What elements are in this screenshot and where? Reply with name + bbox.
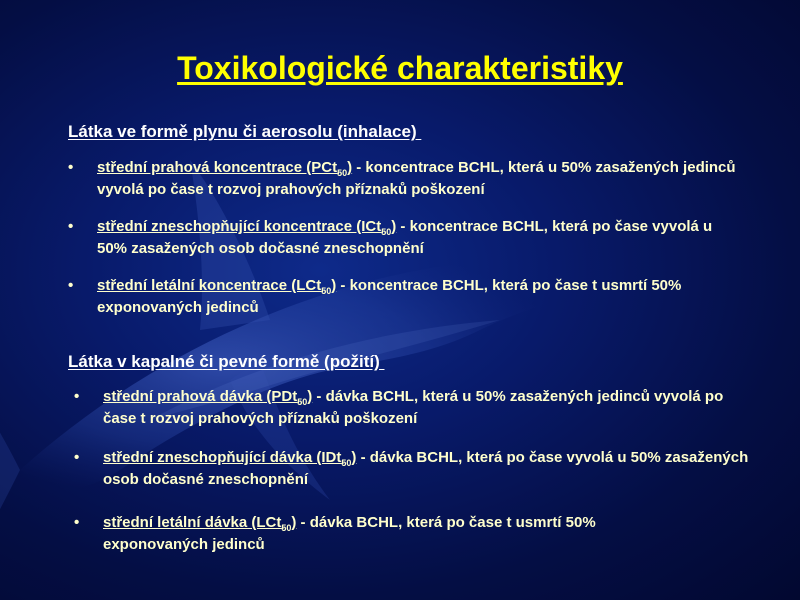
section-heading-inhalation: Látka ve formě plynu či aerosolu (inhalace) — [68, 122, 422, 141]
term-description: - dávka BCHL, která po čase t usmrtí 50% exponovaných jedinců — [103, 514, 596, 553]
term-label: střední prahová dávka (PDt$_{50}$) — [103, 388, 313, 407]
bullet-dot: • — [68, 218, 74, 235]
term-description: - koncentrace BCHL, která po čase t usmrtí 50% exponovaných jedinců — [97, 277, 682, 316]
term-label: střední prahová koncentrace (PCt$_{50}$) — [97, 159, 353, 178]
bullet-dot: • — [68, 277, 74, 294]
bullet-dot: • — [68, 159, 74, 176]
bullet-dot: • — [74, 388, 80, 405]
term-description: - dávka BCHL, která u 50% zasažených jedinců vyvolá po čase t rozvoj prahových příznaků poškození — [103, 388, 724, 427]
term-label: střední letální koncentrace (LCt$_{50}$) — [97, 277, 337, 296]
slide-title: Toxikologické charakteristiky — [177, 50, 623, 86]
section-heading-ingestion: Látka v kapalné či pevné formě (požití) — [68, 352, 385, 371]
bullet-dot: • — [74, 449, 80, 466]
bullet-dot: • — [74, 514, 80, 531]
term-label: střední zneschopňující koncentrace (ICt$_{50}$) — [97, 218, 397, 237]
term-description: - koncentrace BCHL, která po čase vyvolá u 50% zasažených osob dočasné zneschopnění — [97, 218, 713, 257]
term-description: - dávka BCHL, která po čase vyvolá u 50% zasažených osob dočasné zneschopnění — [103, 449, 749, 488]
term-description: - koncentrace BCHL, která u 50% zasažených jedinců vyvolá po čase t rozvoj prahových příznaků poškození — [97, 159, 736, 198]
term-label: střední zneschopňující dávka (IDt$_{50}$) — [103, 449, 357, 468]
term-label: střední letální dávka (LCt$_{50}$) — [103, 514, 297, 533]
